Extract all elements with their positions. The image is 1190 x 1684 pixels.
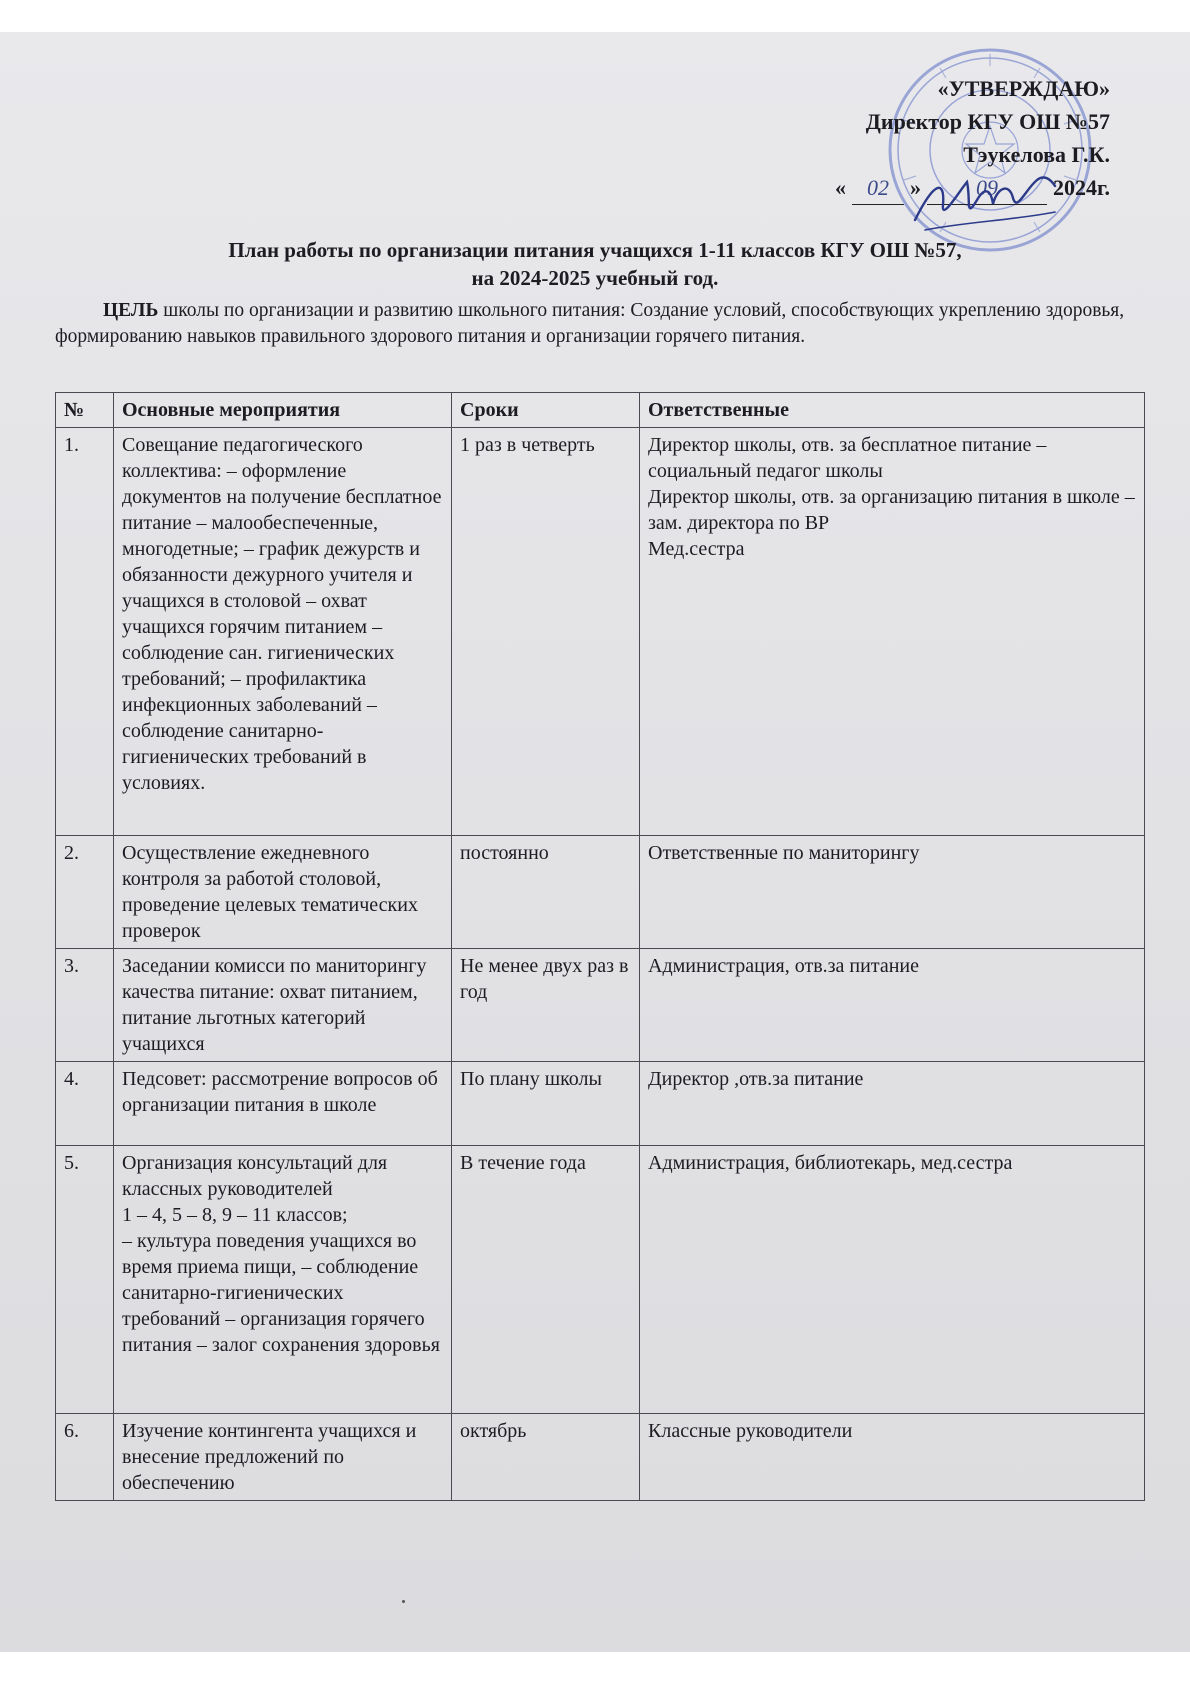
- row-term: По плану школы: [452, 1062, 640, 1146]
- table-row: [56, 1414, 1145, 1501]
- row-num: 3.: [56, 949, 114, 1062]
- row-num: 6.: [56, 1414, 114, 1501]
- top-margin: [0, 0, 1190, 32]
- title-line-1: План работы по организации питания учащихся 1-11 классов КГУ ОШ №57,: [228, 238, 962, 262]
- page-speck: [402, 1600, 405, 1603]
- table-row: [56, 428, 1145, 836]
- document-title: [60, 236, 1130, 292]
- table-row: [56, 1062, 1145, 1146]
- header-activity: Основные мероприятия: [114, 393, 452, 428]
- approval-date: [750, 171, 1110, 205]
- row-responsible: Классные руководители: [640, 1414, 1145, 1501]
- row-activity: Заседании комисси по маниторингу качества питание: охват питанием, питание льготных категорий учащихся: [114, 949, 452, 1062]
- approval-position: Директор КГУ ОШ №57: [865, 109, 1110, 134]
- row-responsible: Администрация, библиотекарь, мед.сестра: [640, 1146, 1145, 1414]
- row-term: Не менее двух раз в год: [452, 949, 640, 1062]
- row-activity: Изучение контингента учащихся и внесение предложений по обеспечению: [114, 1414, 452, 1501]
- row-activity: Педсовет: рассмотрение вопросов об организации питания в школе: [114, 1062, 452, 1146]
- header-num: №: [56, 393, 114, 428]
- date-day: 02: [852, 171, 904, 205]
- row-activity: Осуществление ежедневного контроля за работой столовой, проведение целевых тематических проверок: [114, 836, 452, 949]
- row-term: постоянно: [452, 836, 640, 949]
- row-term: В течение года: [452, 1146, 640, 1414]
- goal-text: школы по организации и развитию школьного питания: Создание условий, способствующих укреплению здоровья, формированию навыков правильного здорового питания и организации горячего питания.: [55, 300, 1125, 347]
- date-year: 2024г.: [1052, 175, 1110, 200]
- row-responsible: Директор ,отв.за питание: [640, 1062, 1145, 1146]
- row-responsible: Ответственные по маниторингу: [640, 836, 1145, 949]
- row-num: 1.: [56, 428, 114, 836]
- table-row: [56, 949, 1145, 1062]
- table-row: [56, 1146, 1145, 1414]
- date-quote-close: »: [909, 175, 921, 200]
- row-term: октябрь: [452, 1414, 640, 1501]
- date-month: 09: [927, 171, 1047, 205]
- title-line-2: на 2024-2025 учебный год.: [471, 266, 719, 290]
- plan-table: [55, 392, 1145, 1501]
- goal-label: ЦЕЛЬ: [103, 300, 159, 321]
- approval-block: [750, 72, 1110, 205]
- row-responsible: Администрация, отв.за питание: [640, 949, 1145, 1062]
- table-header-row: [56, 393, 1145, 428]
- row-num: 5.: [56, 1146, 114, 1414]
- header-responsible: Ответственные: [640, 393, 1145, 428]
- approval-title: «УТВЕРЖДАЮ»: [937, 76, 1110, 101]
- header-term: Сроки: [452, 393, 640, 428]
- goal-paragraph: [55, 298, 1135, 350]
- approval-name: Тэукелова Г.К.: [963, 142, 1110, 167]
- row-num: 2.: [56, 836, 114, 949]
- date-quote-open: «: [834, 175, 846, 200]
- row-responsible: Директор школы, отв. за бесплатное питание – социальный педагог школы Директор школы, отв. за организацию питания в школе – зам. директора по ВР Мед.сестра: [640, 428, 1145, 836]
- bottom-margin: [0, 1652, 1190, 1684]
- row-activity: Совещание педагогического коллектива: – оформление документов на получение бесплатное питание – малообеспеченные, многодетные; – график дежурств и обязанности дежурного учителя и учащихся в столовой – охват учащихся горячим питанием – соблюдение сан. гигиенических требований; – профилактика инфекционных заболеваний – соблюдение санитарно-гигиенических требований в условиях.: [114, 428, 452, 836]
- row-num: 4.: [56, 1062, 114, 1146]
- table-row: [56, 836, 1145, 949]
- row-activity: Организация консультаций для классных руководителей 1 – 4, 5 – 8, 9 – 11 классов; – культура поведения учащихся во время приема пищи, – соблюдение санитарно-гигиенических требований – организация горячего питания – залог сохранения здоровья: [114, 1146, 452, 1414]
- row-term: 1 раз в четверть: [452, 428, 640, 836]
